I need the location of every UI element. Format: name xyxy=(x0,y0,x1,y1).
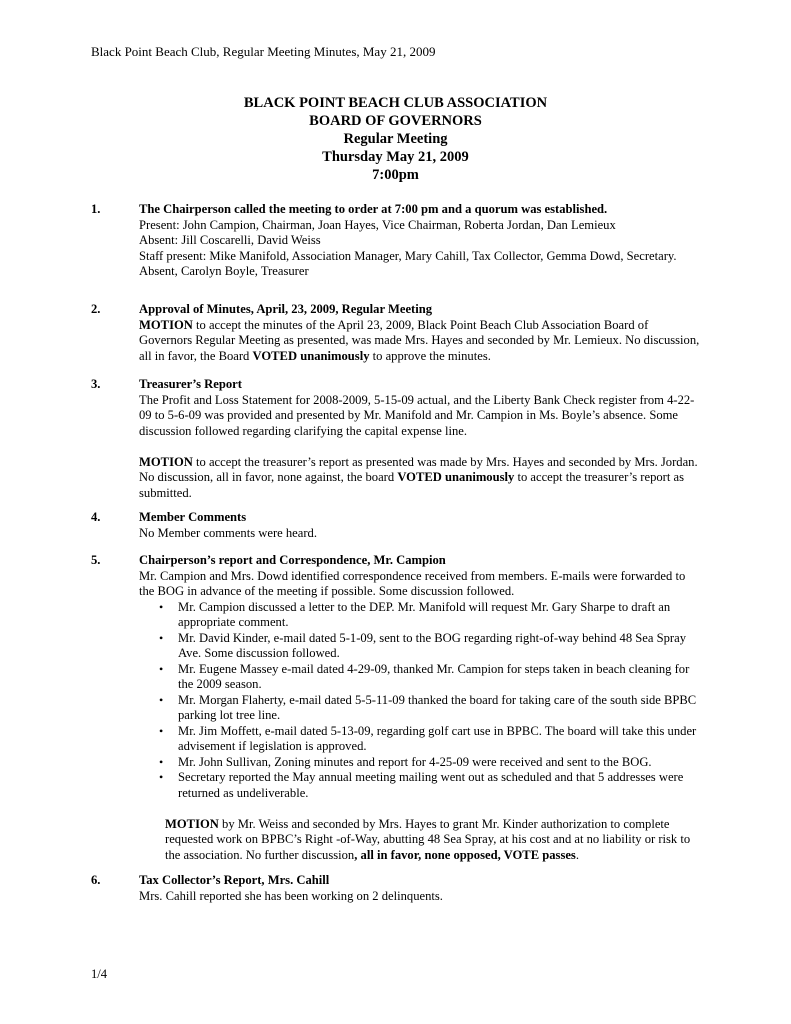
section-chairperson-report xyxy=(91,553,701,863)
section-title: Treasurer’s Report xyxy=(139,377,242,391)
tax-report-text: Mrs. Cahill reported she has been working on 2 delinquents. xyxy=(139,888,443,903)
section-title: Member Comments xyxy=(139,510,247,524)
motion-text-end: . xyxy=(575,847,579,862)
title-line: 7:00pm xyxy=(372,167,419,183)
member-comments-text: No Member comments were heard. xyxy=(139,525,317,540)
page-header: Black Point Beach Club, Regular Meeting Minutes, May 21, 2009 xyxy=(91,44,436,59)
absent-treasurer: Absent, Carolyn Boyle, Treasurer xyxy=(139,264,309,278)
section-number: 4. xyxy=(91,510,101,524)
motion-paragraph xyxy=(165,817,701,864)
section-title: The Chairperson called the meeting to order at 7:00 pm and a quorum was established. xyxy=(139,202,608,216)
vote-result: , all in favor, none opposed, VOTE passes xyxy=(354,847,576,862)
correspondence-intro: Mr. Campion and Mrs. Dowd identified correspondence received from members. E-mails were forwarded to the BOG in advance of the meeting if possible. Some discussion followed. xyxy=(139,568,686,598)
section-number: 5. xyxy=(91,553,101,567)
document-title xyxy=(0,94,791,184)
motion-text: to accept the minutes of the April 23, 2009, Black Point Beach Club Association Board of Governors Regular Meeting as presented, was made Mrs. Hayes and seconded by Mr. Lemieux. No discussion, all in favor, the Board xyxy=(139,317,700,363)
section-number: 1. xyxy=(91,202,101,216)
list-item: • Mr. Eugene Massey e-mail dated 4-29-09, thanked Mr. Campion for steps taken in beach cleaning for the 2009 season. xyxy=(165,662,701,693)
section-treasurer-report xyxy=(91,377,701,501)
list-item: • Secretary reported the May annual meeting mailing went out as scheduled and that 5 addresses were returned as undeliverable. xyxy=(165,770,701,801)
section-number: 6. xyxy=(91,873,101,887)
title-line: BLACK POINT BEACH CLUB ASSOCIATION xyxy=(243,95,548,111)
motion-text: to accept the treasurer’s report as presented was made by Mrs. Hayes and seconded by Mrs. Jordan. No discussion, all in favor, none against, the board xyxy=(139,454,698,484)
list-item: • Mr. David Kinder, e-mail dated 5-1-09, sent to the BOG regarding right-of-way behind 48 Sea Spray Ave. Some discussion followed. xyxy=(165,631,701,662)
motion-text: by Mr. Weiss and seconded by Mrs. Hayes to grant Mr. Kinder authorization to complete requested work on BPBC’s Right -of-Way, abutting 48 Sea Spray, at his cost and at no liability or risk to the association. No further discussion xyxy=(165,816,691,862)
section-approval-minutes xyxy=(91,302,701,364)
list-item: • Mr. John Sullivan, Zoning minutes and report for 4-25-09 were received and sent to the BOG. xyxy=(165,755,701,771)
correspondence-list xyxy=(139,600,701,802)
list-item: • Mr. Morgan Flaherty, e-mail dated 5-5-11-09 thanked the board for taking care of the south side BPBC parking lot tree line. xyxy=(165,693,701,724)
section-tax-collector-report xyxy=(91,873,701,904)
vote-result: VOTED unanimously xyxy=(252,348,370,363)
section-number: 2. xyxy=(91,302,101,316)
section-title: Approval of Minutes, April, 23, 2009, Regular Meeting xyxy=(139,302,433,316)
title-line: Thursday May 21, 2009 xyxy=(322,149,469,165)
section-title: Chairperson’s report and Correspondence, Mr. Campion xyxy=(139,553,446,567)
motion-label: MOTION xyxy=(139,454,193,469)
motion-label: MOTION xyxy=(165,816,219,831)
present-list: Present: John Campion, Chairman, Joan Hayes, Vice Chairman, Roberta Jordan, Dan Lemieux xyxy=(139,217,616,232)
absent-list: Absent: Jill Coscarelli, David Weiss xyxy=(139,233,321,247)
vote-result: VOTED unanimously xyxy=(397,470,515,484)
section-member-comments xyxy=(91,510,701,541)
motion-text-end: to approve the minutes. xyxy=(369,348,491,363)
report-paragraph: The Profit and Loss Statement for 2008-2009, 5-15-09 actual, and the Liberty Bank Check register from 4-22-09 to 5-6-09 was provided and presented by Mr. Manifold and Mr. Campion in Ms. Boyle’s absence. Some discussion followed regarding clarifying the capital expense line. xyxy=(139,392,695,438)
title-line: BOARD OF GOVERNORS xyxy=(309,113,482,129)
section-number: 3. xyxy=(91,377,101,391)
list-item: • Mr. Campion discussed a letter to the DEP. Mr. Manifold will request Mr. Gary Sharpe to draft an appropriate comment. xyxy=(165,600,701,631)
section-title: Tax Collector’s Report, Mrs. Cahill xyxy=(139,873,330,887)
motion-text-end: to accept the treasurer’s report as submitted. xyxy=(139,470,685,500)
title-line: Regular Meeting xyxy=(343,131,448,147)
motion-paragraph xyxy=(139,455,701,502)
list-item: • Mr. Jim Moffett, e-mail dated 5-13-09, regarding golf cart use in BPBC. The board will take this under advisement if legislation is approved. xyxy=(165,724,701,755)
motion-label: MOTION xyxy=(139,317,193,332)
staff-list: Staff present: Mike Manifold, Association Manager, Mary Cahill, Tax Collector, Gemma Dowd, Secretary. xyxy=(139,248,677,263)
page-number: 1/4 xyxy=(91,967,108,981)
section-call-to-order xyxy=(91,202,701,280)
motion-paragraph xyxy=(139,318,701,365)
